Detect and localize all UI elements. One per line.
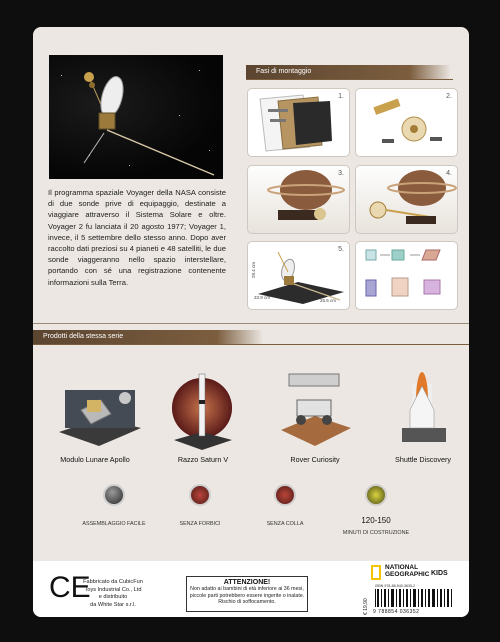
assembly-instructions-diagram: [356, 242, 457, 309]
assembly-step-3: [247, 165, 350, 234]
product-box: [33, 27, 469, 617]
product-name-apollo: Modulo Lunare Apollo: [60, 455, 130, 464]
dimension-depth: 25.5 cm: [320, 298, 337, 303]
series-rule: [33, 344, 469, 345]
national-geographic-kids-logo: [371, 564, 451, 582]
voyager-hero-image: [49, 55, 223, 179]
warning-box: [186, 576, 308, 612]
no-glue-icon: [274, 484, 296, 506]
easy-assembly-icon: [103, 484, 125, 506]
product-saturn-v-image: [168, 370, 238, 455]
assembly-title: Fasi di montaggio: [256, 68, 312, 75]
step-number: 1.: [338, 93, 344, 100]
clock-icon: [365, 484, 387, 506]
warning-line: piccole parti potrebbero essere ingerite o inalate.: [189, 592, 305, 599]
warning-title: ATTENZIONE!: [223, 579, 271, 586]
assembly-header: [246, 65, 451, 79]
series-header: [33, 330, 263, 344]
feature-no-scissors: SENZA FORBICI: [179, 521, 221, 527]
no-scissors-icon: [189, 484, 211, 506]
assembly-step-1: [247, 88, 350, 157]
feature-build-time: 120-150: [361, 516, 391, 525]
step-1-sheets-image: [248, 89, 349, 156]
feature-build-time-sub: MINUTI DI COSTRUZIONE: [342, 530, 410, 536]
feature-easy-assembly: ASSEMBLAGGIO FACILE: [82, 521, 146, 527]
product-apollo-lunar-module-image: [55, 370, 145, 455]
step-number: 2.: [446, 93, 452, 100]
step-number: 5.: [338, 246, 344, 253]
barcode: [375, 589, 455, 609]
section-divider: [33, 323, 469, 324]
maker-line: Toys Industrial Co., Ltd: [84, 586, 142, 593]
step-4-assembly-image: [356, 166, 457, 233]
assembly-step-4: [355, 165, 458, 234]
assembly-step-2: [355, 88, 458, 157]
maker-line: e distribuito: [98, 594, 128, 601]
footer-band: [33, 561, 469, 617]
assembly-step-parts-diagram: [355, 241, 458, 310]
dimension-width: 33.9 cm: [254, 295, 271, 300]
step-2-parts-image: [356, 89, 457, 156]
yellow-frame-icon: [371, 565, 381, 580]
warning-line: Non adatto ai bambini di età inferiore ai 36 mesi,: [190, 586, 304, 592]
isbn-label: ISBN 978-88-540-3635-2: [375, 584, 416, 588]
series-title: Prodotti della stessa serie: [43, 333, 124, 340]
manufacturer-info: [73, 579, 153, 609]
product-name-curiosity: Rover Curiosity: [290, 455, 340, 464]
intro-paragraph: Il programma spaziale Voyager della NASA consiste di due sonde prive di equipaggio, destinate a viaggiare attraverso il Sistema Solare e oltre. Voyager 2 fu lanciata il 20 agosto 1977; Voyager 1, invece, il 5 settembre dello stesso anno. Dopo aver raccolto dati preziosi su 4 pianeti e 48 satelliti, le due sonde viaggeranno nello spazio interstellare, portando con sé una registrazione contenente informazioni sulla Terra.: [48, 188, 226, 287]
brand-kids: KIDS: [431, 570, 448, 577]
voyager-probe-illustration: [49, 55, 223, 179]
brand-name: [385, 564, 429, 578]
assembly-rule: [246, 79, 453, 80]
product-name-saturn-v: Razzo Saturn V: [177, 455, 229, 464]
maker-line: Fabbricato da CubicFun: [83, 579, 143, 585]
ce-mark: CE: [49, 571, 91, 604]
step-number: 4.: [446, 170, 452, 177]
product-name-shuttle: Shuttle Discovery: [395, 455, 451, 464]
brand-line-1: NATIONAL: [385, 564, 419, 571]
feature-no-glue: SENZA COLLA: [266, 521, 304, 527]
barcode-digits: 9 788854 036352: [373, 609, 420, 615]
step-number: 3.: [338, 170, 344, 177]
dimension-height: 28.4 cm: [251, 262, 256, 279]
step-3-assembly-image: [248, 166, 349, 233]
product-shuttle-discovery-image: [388, 370, 458, 455]
brand-line-2: GEOGRAPHIC: [385, 571, 430, 578]
product-curiosity-rover-image: [275, 370, 355, 455]
price-label: € 19,90: [363, 598, 369, 615]
warning-line: Rischio di soffocamento.: [218, 599, 276, 606]
assembly-step-5: [247, 241, 350, 310]
maker-line: da White Star s.r.l.: [90, 601, 136, 608]
